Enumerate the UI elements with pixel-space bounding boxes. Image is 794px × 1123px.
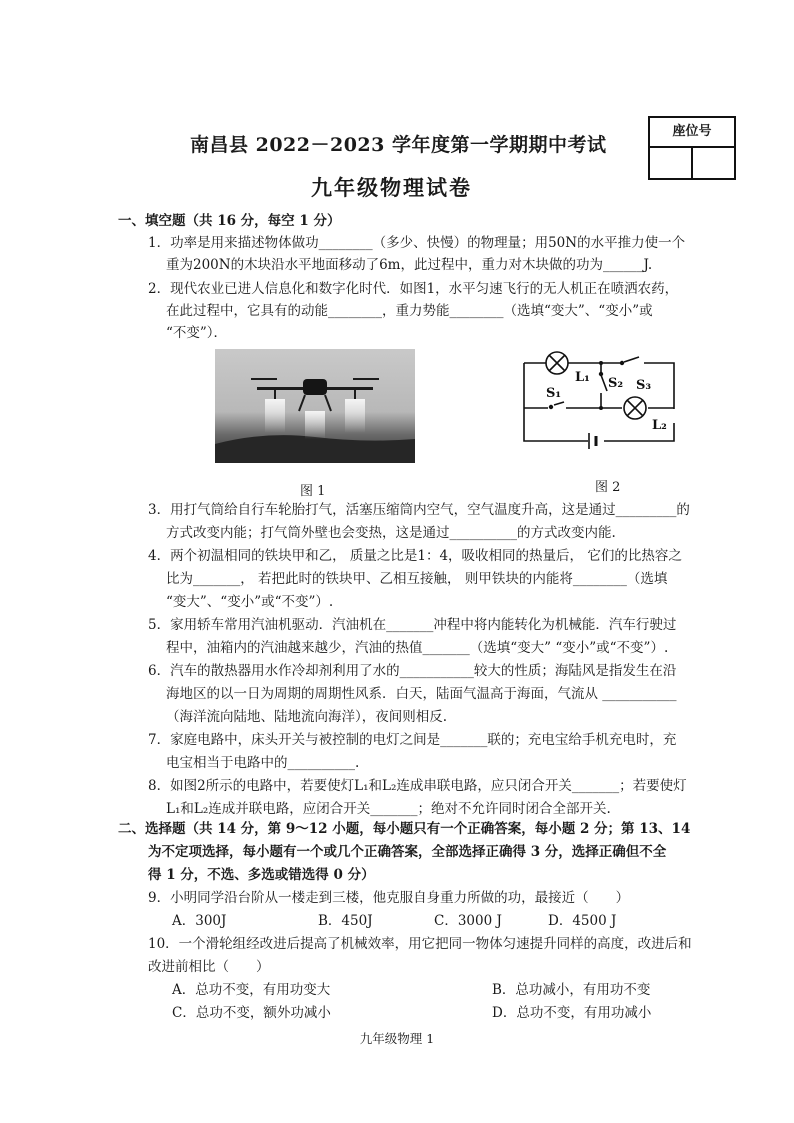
option-b: B．总功减小，有用功不变 — [492, 982, 651, 998]
question-line: 方式改变内能；打气筒外壁也会变热，这是通过__________的方式改变内能. — [166, 525, 616, 541]
section2-heading: 为不定项选择，每小题有一个或几个正确答案，全部选择正确得 3 分，选择正确但不全 — [148, 844, 667, 860]
question-line: 比为_______， 若把此时的铁块甲、乙相互接触， 则甲铁块的内能将________（选填 — [166, 571, 668, 587]
question-line: “变大”、“变小”或“不变”）. — [166, 594, 334, 610]
exam-subtitle: 九年级物理试卷 — [311, 175, 472, 200]
question-line: 3．用打气筒给自行车轮胎打气，活塞压缩筒内空气，空气温度升高，这是通过_________的 — [148, 502, 690, 518]
question-line: “不变”）． — [166, 325, 228, 341]
option-a: A．300J — [172, 913, 227, 929]
question-line: 8．如图2所示的电路中，若要使灯L₁和L₂连成串联电路，应只闭合开关_______；若要使灯 — [148, 778, 687, 794]
label-l1: L₁ — [575, 370, 590, 385]
question-line: （海洋流向陆地、陆地流向海洋），夜间则相反. — [166, 709, 448, 725]
question-9-stem: 9．小明同学沿台阶从一楼走到三楼，他克服自身重力所做的功，最接近（ ） — [148, 890, 630, 906]
figure-2-label: 图 2 — [595, 480, 621, 495]
seat-cell — [650, 148, 693, 178]
question-line: 电宝相当于电路中的__________. — [166, 755, 360, 771]
option-c: C．3000 J — [434, 913, 502, 929]
drone-photo — [215, 349, 415, 463]
option-d: D．总功不变，有用功减小 — [492, 1005, 652, 1021]
question-10-stem: 10．一个滑轮组经改进后提高了机械效率，用它把同一物体匀速提升同样的高度，改进后和 — [148, 936, 692, 952]
question-line: 7．家庭电路中，床头开关与被控制的电灯之间是_______联的；充电宝给手机充电时，充 — [148, 732, 677, 748]
option-d: D．4500 J — [548, 913, 617, 929]
option-b: B．450J — [318, 913, 373, 929]
page-footer: 九年级物理 1 — [359, 1031, 435, 1046]
option-a: A．总功不变，有用功变大 — [172, 982, 331, 998]
question-line: L₁和L₂连成并联电路，应闭合开关_______；绝对不允许同时闭合全部开关. — [166, 801, 611, 817]
exam-title: 南昌县 2022－2023 学年度第一学期期中考试 — [190, 134, 607, 156]
question-line: 5．家用轿车常用汽油机驱动．汽油机在_______冲程中将内能转化为机械能．汽车行驶过 — [148, 617, 677, 633]
seat-cell — [693, 148, 734, 178]
question-line: 海地区的以一日为周期的周期性风系．白天，陆面气温高于海面，气流从 ___________ — [166, 686, 677, 702]
question-line: 4．两个初温相同的铁块甲和乙， 质量之比是1：4，吸收相同的热量后， 它们的比热容之 — [148, 548, 682, 564]
drone-icon — [215, 349, 415, 463]
option-c: C．总功不变，额外功减小 — [172, 1005, 331, 1021]
label-s2: S₂ — [608, 376, 624, 391]
label-l2: L₂ — [652, 418, 667, 433]
figure-1-label: 图 1 — [300, 484, 326, 499]
question-line: 在此过程中，它具有的动能________，重力势能________（选填“变大”、“变小”或 — [166, 303, 653, 319]
question-line: 重为200N的木块沿水平地面移动了6m，此过程中，重力对木块做的功为______J. — [166, 257, 653, 273]
question-10-stem: 改进前相比（ ） — [148, 959, 270, 975]
question-line: 6．汽车的散热器用水作冷却剂利用了水的___________较大的性质；海陆风是指发生在沿 — [148, 663, 677, 679]
seat-number-cells — [650, 148, 734, 178]
section2-heading: 二、选择题（共 14 分，第 9～12 小题，每小题只有一个正确答案，每小题 2 分；第 13、14 — [118, 821, 691, 837]
question-line: 2．现代农业已进人信息化和数字化时代．如图1，水平匀速飞行的无人机正在喷洒农药， — [148, 281, 679, 297]
seat-number-box — [648, 116, 736, 180]
section2-heading: 得 1 分，不选、多选或错选得 0 分） — [148, 867, 375, 883]
question-line: 程中，油箱内的汽油越来越少，汽油的热值_______（选填“变大” “变小”或“不变”）. — [166, 640, 669, 656]
seat-number-label: 座位号 — [650, 118, 734, 148]
question-line: 1．功率是用来描述物体做功________（多少、快慢）的物理量；用50N的水平推力使一个 — [148, 235, 686, 251]
label-s1: S₁ — [546, 386, 562, 401]
section1-heading: 一、填空题（共 16 分，每空 1 分） — [118, 213, 341, 229]
label-s3: S₃ — [636, 378, 652, 393]
circuit-diagram — [518, 345, 683, 455]
